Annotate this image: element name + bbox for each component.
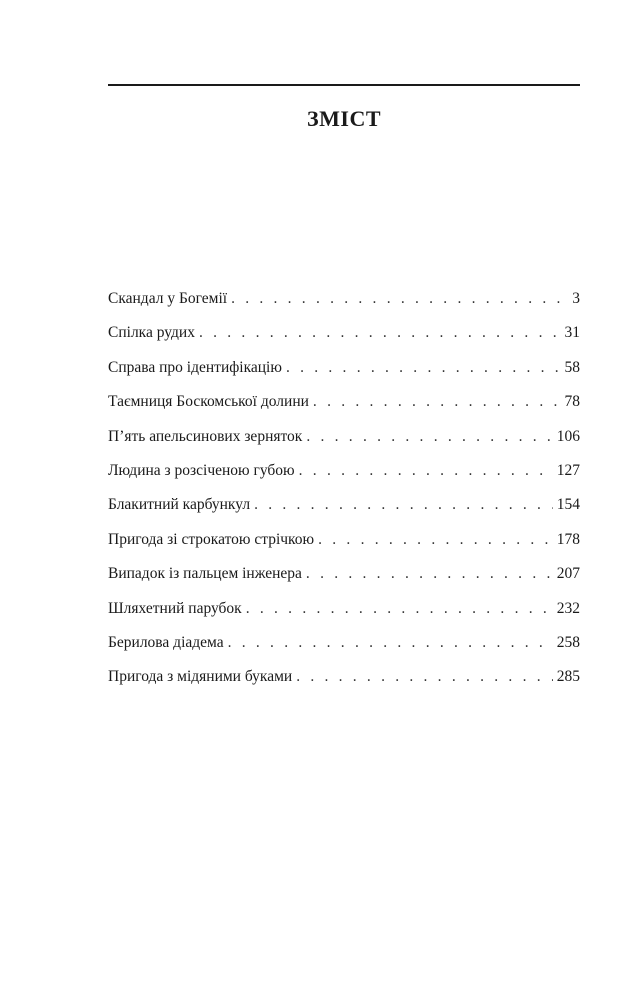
toc-dot-leader — [231, 290, 568, 308]
toc-entry-page: 58 — [564, 358, 580, 376]
toc-entry[interactable] — [108, 359, 580, 393]
toc-entry-page: 207 — [556, 565, 580, 583]
toc-dot-leader — [296, 668, 553, 686]
table-of-contents — [108, 290, 580, 703]
toc-entry[interactable] — [108, 324, 580, 358]
toc-entry-page: 31 — [564, 324, 580, 342]
toc-entry[interactable] — [108, 565, 580, 599]
toc-dot-leader — [299, 462, 553, 480]
toc-dot-leader — [306, 565, 553, 583]
toc-dot-leader — [286, 359, 561, 377]
toc-entry-title: Справа про ідентифікацію — [108, 358, 282, 376]
toc-entry[interactable] — [108, 634, 580, 668]
toc-entry-title: Людина з розсіченою губою — [108, 461, 295, 479]
top-rule — [108, 84, 580, 86]
toc-entry-page: 232 — [556, 599, 580, 617]
toc-entry-title: П’ять апельсинових зерняток — [108, 427, 303, 445]
toc-entry-page: 285 — [556, 668, 580, 686]
toc-entry-title: Таємниця Боскомської долини — [108, 393, 309, 411]
toc-entry-page: 258 — [556, 633, 580, 651]
toc-entry[interactable] — [108, 393, 580, 427]
toc-entry-title: Скандал у Богемії — [108, 290, 228, 307]
toc-entry-page: 127 — [556, 461, 580, 479]
toc-entry-title: Спілка рудих — [108, 324, 195, 342]
toc-entry-page: 178 — [556, 530, 580, 548]
toc-dot-leader — [306, 428, 552, 446]
toc-entry-title: Блакитний карбункул — [108, 496, 251, 514]
toc-entry[interactable] — [108, 668, 580, 702]
toc-entry-page: 154 — [556, 496, 580, 514]
toc-dot-leader — [246, 600, 553, 618]
toc-entry-title: Пригода з мідяними буками — [108, 668, 293, 686]
toc-dot-leader — [318, 531, 553, 549]
toc-entry[interactable] — [108, 290, 580, 324]
toc-entry[interactable] — [108, 428, 580, 462]
toc-entry[interactable] — [108, 600, 580, 634]
toc-entry-page: 78 — [564, 393, 580, 411]
toc-entry-title: Берилова діадема — [108, 633, 224, 651]
page-title: ЗМІСТ — [307, 106, 381, 131]
toc-entry-title: Шляхетний парубок — [108, 599, 242, 617]
toc-dot-leader — [254, 496, 553, 514]
toc-entry[interactable] — [108, 531, 580, 565]
toc-dot-leader — [228, 634, 553, 652]
toc-entry[interactable] — [108, 496, 580, 530]
toc-entry[interactable] — [108, 462, 580, 496]
toc-entry-page: 106 — [556, 427, 580, 445]
toc-entry-title: Пригода зі строкатою стрічкою — [108, 530, 315, 548]
toc-entry-page: 3 — [572, 290, 580, 307]
toc-entry-title: Випадок із пальцем інженера — [108, 565, 302, 583]
toc-dot-leader — [313, 393, 561, 411]
toc-dot-leader — [199, 324, 561, 342]
